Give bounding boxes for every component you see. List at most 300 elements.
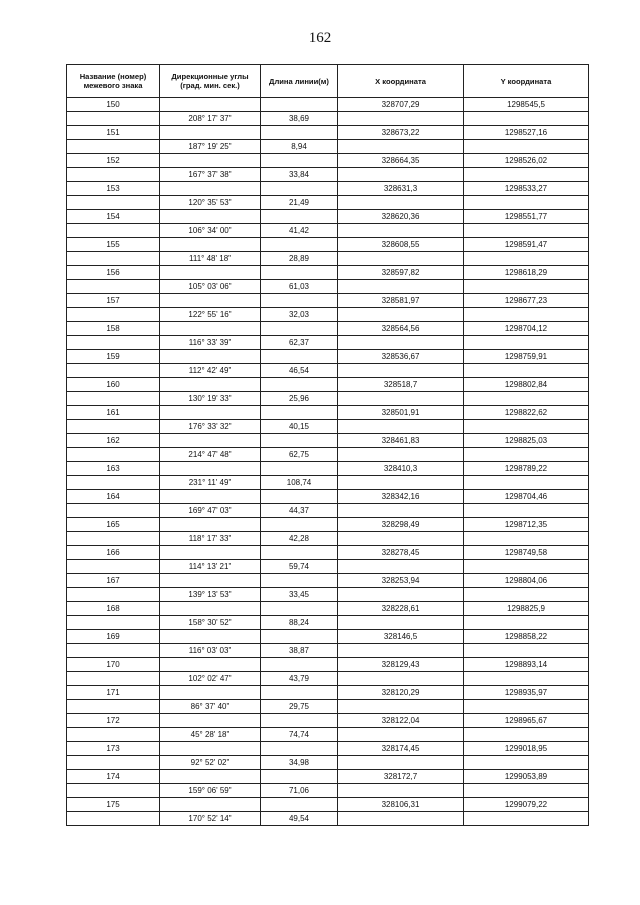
empty-cell — [67, 756, 160, 770]
point-name: 175 — [67, 798, 160, 812]
table-row — [67, 672, 589, 686]
empty-cell — [464, 588, 589, 602]
empty-cell — [464, 532, 589, 546]
point-name: 172 — [67, 714, 160, 728]
empty-cell — [261, 350, 338, 364]
y-coordinate: 1298858,22 — [464, 630, 589, 644]
empty-cell — [160, 574, 261, 588]
empty-cell — [464, 168, 589, 182]
table-row — [67, 294, 589, 308]
empty-cell — [160, 798, 261, 812]
table-row — [67, 322, 589, 336]
point-name: 160 — [67, 378, 160, 392]
line-length: 32,03 — [261, 308, 338, 322]
point-name: 166 — [67, 546, 160, 560]
table-row — [67, 546, 589, 560]
x-coordinate: 328518,7 — [338, 378, 464, 392]
x-coordinate: 328597,82 — [338, 266, 464, 280]
empty-cell — [160, 98, 261, 112]
empty-cell — [67, 448, 160, 462]
bearing-angle: 116° 33' 39" — [160, 336, 261, 350]
empty-cell — [464, 280, 589, 294]
empty-cell — [464, 308, 589, 322]
line-length: 29,75 — [261, 700, 338, 714]
table-row — [67, 644, 589, 658]
y-coordinate: 1298677,23 — [464, 294, 589, 308]
empty-cell — [338, 448, 464, 462]
empty-cell — [160, 434, 261, 448]
empty-cell — [338, 280, 464, 294]
point-name: 151 — [67, 126, 160, 140]
empty-cell — [464, 728, 589, 742]
point-name: 173 — [67, 742, 160, 756]
empty-cell — [338, 560, 464, 574]
empty-cell — [464, 616, 589, 630]
header-y-coordinate: Y координата — [464, 65, 589, 98]
empty-cell — [464, 504, 589, 518]
bearing-angle: 214° 47' 48" — [160, 448, 261, 462]
line-length: 43,79 — [261, 672, 338, 686]
y-coordinate: 1298533,27 — [464, 182, 589, 196]
bearing-angle: 106° 34' 00" — [160, 224, 261, 238]
y-coordinate: 1299053,89 — [464, 770, 589, 784]
table-row — [67, 476, 589, 490]
header-x-coordinate: X координата — [338, 65, 464, 98]
table-row — [67, 630, 589, 644]
empty-cell — [261, 434, 338, 448]
table-row — [67, 210, 589, 224]
empty-cell — [338, 168, 464, 182]
empty-cell — [160, 630, 261, 644]
point-name: 159 — [67, 350, 160, 364]
bearing-angle: 170° 52' 14" — [160, 812, 261, 826]
empty-cell — [67, 140, 160, 154]
y-coordinate: 1298935,97 — [464, 686, 589, 700]
page-number: 162 — [308, 30, 332, 46]
table-row — [67, 182, 589, 196]
empty-cell — [338, 588, 464, 602]
empty-cell — [464, 812, 589, 826]
empty-cell — [338, 644, 464, 658]
empty-cell — [338, 728, 464, 742]
empty-cell — [261, 154, 338, 168]
bearing-angle: 208° 17' 37" — [160, 112, 261, 126]
empty-cell — [160, 238, 261, 252]
empty-cell — [261, 686, 338, 700]
empty-cell — [67, 112, 160, 126]
point-name: 168 — [67, 602, 160, 616]
empty-cell — [160, 742, 261, 756]
header-point-name: Название (номер) межевого знака — [67, 65, 160, 98]
empty-cell — [464, 224, 589, 238]
bearing-angle: 111° 48' 18" — [160, 252, 261, 266]
line-length: 49,54 — [261, 812, 338, 826]
table-row — [67, 504, 589, 518]
line-length: 38,87 — [261, 644, 338, 658]
bearing-angle: 231° 11' 49" — [160, 476, 261, 490]
empty-cell — [338, 532, 464, 546]
x-coordinate: 328298,49 — [338, 518, 464, 532]
bearing-angle: 118° 17' 33" — [160, 532, 261, 546]
empty-cell — [67, 812, 160, 826]
empty-cell — [67, 588, 160, 602]
point-name: 155 — [67, 238, 160, 252]
bearing-angle: 169° 47' 03" — [160, 504, 261, 518]
table-row — [67, 196, 589, 210]
y-coordinate: 1298804,06 — [464, 574, 589, 588]
table-row — [67, 728, 589, 742]
empty-cell — [338, 812, 464, 826]
table-row — [67, 98, 589, 112]
empty-cell — [261, 546, 338, 560]
x-coordinate: 328608,55 — [338, 238, 464, 252]
empty-cell — [67, 280, 160, 294]
empty-cell — [160, 462, 261, 476]
empty-cell — [67, 336, 160, 350]
table-row — [67, 658, 589, 672]
table-row — [67, 420, 589, 434]
point-name: 157 — [67, 294, 160, 308]
line-length: 62,37 — [261, 336, 338, 350]
table-row — [67, 686, 589, 700]
empty-cell — [67, 196, 160, 210]
empty-cell — [160, 714, 261, 728]
x-coordinate: 328564,56 — [338, 322, 464, 336]
table-row — [67, 392, 589, 406]
empty-cell — [261, 266, 338, 280]
empty-cell — [261, 714, 338, 728]
line-length: 88,24 — [261, 616, 338, 630]
empty-cell — [338, 140, 464, 154]
table-row — [67, 784, 589, 798]
empty-cell — [160, 602, 261, 616]
bearing-angle: 105° 03' 06" — [160, 280, 261, 294]
x-coordinate: 328172,7 — [338, 770, 464, 784]
line-length: 42,28 — [261, 532, 338, 546]
table-row — [67, 378, 589, 392]
point-name: 150 — [67, 98, 160, 112]
line-length: 61,03 — [261, 280, 338, 294]
empty-cell — [464, 784, 589, 798]
empty-cell — [338, 112, 464, 126]
table-row — [67, 168, 589, 182]
bearing-angle: 116° 03' 03" — [160, 644, 261, 658]
table-row — [67, 112, 589, 126]
empty-cell — [338, 504, 464, 518]
table-row — [67, 742, 589, 756]
empty-cell — [67, 504, 160, 518]
point-name: 153 — [67, 182, 160, 196]
x-coordinate: 328106,31 — [338, 798, 464, 812]
empty-cell — [261, 378, 338, 392]
y-coordinate: 1298545,5 — [464, 98, 589, 112]
point-name: 154 — [67, 210, 160, 224]
empty-cell — [67, 420, 160, 434]
empty-cell — [160, 518, 261, 532]
empty-cell — [338, 252, 464, 266]
table-row — [67, 140, 589, 154]
point-name: 156 — [67, 266, 160, 280]
line-length: 21,49 — [261, 196, 338, 210]
header-length: Длина линии(м) — [261, 65, 338, 98]
table-row — [67, 406, 589, 420]
table-header-row — [67, 65, 589, 98]
table-row — [67, 714, 589, 728]
empty-cell — [261, 406, 338, 420]
x-coordinate: 328664,35 — [338, 154, 464, 168]
y-coordinate: 1298802,84 — [464, 378, 589, 392]
empty-cell — [67, 560, 160, 574]
line-length: 25,96 — [261, 392, 338, 406]
point-name: 169 — [67, 630, 160, 644]
bearing-angle: 139° 13' 53" — [160, 588, 261, 602]
empty-cell — [464, 364, 589, 378]
table-row — [67, 350, 589, 364]
line-length: 74,74 — [261, 728, 338, 742]
empty-cell — [160, 770, 261, 784]
line-length: 41,42 — [261, 224, 338, 238]
x-coordinate: 328174,45 — [338, 742, 464, 756]
table-row — [67, 252, 589, 266]
empty-cell — [160, 210, 261, 224]
point-name: 170 — [67, 658, 160, 672]
y-coordinate: 1298712,35 — [464, 518, 589, 532]
x-coordinate: 328342,16 — [338, 490, 464, 504]
y-coordinate: 1298527,16 — [464, 126, 589, 140]
empty-cell — [464, 672, 589, 686]
table-row — [67, 126, 589, 140]
y-coordinate: 1298965,67 — [464, 714, 589, 728]
table-row — [67, 574, 589, 588]
bearing-angle: 45° 28' 18" — [160, 728, 261, 742]
y-coordinate: 1298822,62 — [464, 406, 589, 420]
empty-cell — [67, 252, 160, 266]
x-coordinate: 328707,29 — [338, 98, 464, 112]
empty-cell — [338, 616, 464, 630]
empty-cell — [67, 364, 160, 378]
table-row — [67, 756, 589, 770]
bearing-angle: 158° 30' 52" — [160, 616, 261, 630]
bearing-angle: 159° 06' 59" — [160, 784, 261, 798]
table-row — [67, 154, 589, 168]
empty-cell — [261, 518, 338, 532]
table-body — [67, 98, 589, 826]
bearing-angle: 176° 33' 32" — [160, 420, 261, 434]
empty-cell — [261, 182, 338, 196]
line-length: 46,54 — [261, 364, 338, 378]
point-name: 158 — [67, 322, 160, 336]
table-row — [67, 266, 589, 280]
empty-cell — [67, 616, 160, 630]
line-length: 59,74 — [261, 560, 338, 574]
y-coordinate: 1298825,03 — [464, 434, 589, 448]
empty-cell — [67, 644, 160, 658]
empty-cell — [67, 784, 160, 798]
empty-cell — [261, 742, 338, 756]
empty-cell — [338, 672, 464, 686]
empty-cell — [261, 770, 338, 784]
table-row — [67, 602, 589, 616]
x-coordinate: 328228,61 — [338, 602, 464, 616]
point-name: 161 — [67, 406, 160, 420]
table-row — [67, 532, 589, 546]
y-coordinate: 1299079,22 — [464, 798, 589, 812]
empty-cell — [464, 560, 589, 574]
bearing-angle: 122° 55' 16" — [160, 308, 261, 322]
y-coordinate: 1298704,12 — [464, 322, 589, 336]
empty-cell — [160, 294, 261, 308]
table-row — [67, 364, 589, 378]
y-coordinate: 1298789,22 — [464, 462, 589, 476]
x-coordinate: 328410,3 — [338, 462, 464, 476]
table-row — [67, 770, 589, 784]
table-row — [67, 336, 589, 350]
point-name: 162 — [67, 434, 160, 448]
x-coordinate: 328278,45 — [338, 546, 464, 560]
empty-cell — [464, 252, 589, 266]
y-coordinate: 1298749,58 — [464, 546, 589, 560]
empty-cell — [464, 196, 589, 210]
x-coordinate: 328461,83 — [338, 434, 464, 448]
line-length: 34,98 — [261, 756, 338, 770]
empty-cell — [464, 392, 589, 406]
empty-cell — [160, 182, 261, 196]
bearing-angle: 187° 19' 25" — [160, 140, 261, 154]
empty-cell — [160, 322, 261, 336]
header-bearing: Дирекционные углы (град. мин. сек.) — [160, 65, 261, 98]
y-coordinate: 1298759,91 — [464, 350, 589, 364]
empty-cell — [160, 154, 261, 168]
table-row — [67, 448, 589, 462]
empty-cell — [67, 672, 160, 686]
empty-cell — [67, 308, 160, 322]
empty-cell — [160, 266, 261, 280]
table-row — [67, 616, 589, 630]
point-name: 165 — [67, 518, 160, 532]
y-coordinate: 1299018,95 — [464, 742, 589, 756]
empty-cell — [261, 630, 338, 644]
empty-cell — [464, 448, 589, 462]
empty-cell — [261, 602, 338, 616]
empty-cell — [338, 392, 464, 406]
line-length: 33,84 — [261, 168, 338, 182]
y-coordinate: 1298591,47 — [464, 238, 589, 252]
bearing-angle: 112° 42' 49" — [160, 364, 261, 378]
table-row — [67, 518, 589, 532]
point-name: 163 — [67, 462, 160, 476]
point-name: 164 — [67, 490, 160, 504]
x-coordinate: 328120,29 — [338, 686, 464, 700]
empty-cell — [338, 784, 464, 798]
empty-cell — [464, 336, 589, 350]
empty-cell — [338, 476, 464, 490]
empty-cell — [261, 98, 338, 112]
x-coordinate: 328122,04 — [338, 714, 464, 728]
bearing-angle: 130° 19' 33" — [160, 392, 261, 406]
x-coordinate: 328620,36 — [338, 210, 464, 224]
bearing-angle: 114° 13' 21" — [160, 560, 261, 574]
line-length: 28,89 — [261, 252, 338, 266]
empty-cell — [160, 126, 261, 140]
y-coordinate: 1298551,77 — [464, 210, 589, 224]
y-coordinate: 1298893,14 — [464, 658, 589, 672]
empty-cell — [160, 490, 261, 504]
line-length: 33,45 — [261, 588, 338, 602]
bearing-angle: 120° 35' 53" — [160, 196, 261, 210]
empty-cell — [338, 364, 464, 378]
empty-cell — [67, 224, 160, 238]
empty-cell — [67, 392, 160, 406]
y-coordinate: 1298618,29 — [464, 266, 589, 280]
empty-cell — [338, 420, 464, 434]
x-coordinate: 328253,94 — [338, 574, 464, 588]
coordinates-table — [66, 64, 589, 826]
point-name: 152 — [67, 154, 160, 168]
bearing-angle: 92° 52' 02" — [160, 756, 261, 770]
empty-cell — [464, 756, 589, 770]
empty-cell — [338, 308, 464, 322]
empty-cell — [338, 700, 464, 714]
empty-cell — [338, 756, 464, 770]
empty-cell — [261, 322, 338, 336]
table-row — [67, 224, 589, 238]
line-length: 62,75 — [261, 448, 338, 462]
y-coordinate: 1298704,46 — [464, 490, 589, 504]
empty-cell — [160, 658, 261, 672]
table-row — [67, 280, 589, 294]
x-coordinate: 328631,3 — [338, 182, 464, 196]
bearing-angle: 102° 02' 47" — [160, 672, 261, 686]
empty-cell — [67, 532, 160, 546]
line-length: 71,06 — [261, 784, 338, 798]
x-coordinate: 328536,67 — [338, 350, 464, 364]
empty-cell — [160, 406, 261, 420]
line-length: 40,15 — [261, 420, 338, 434]
empty-cell — [261, 658, 338, 672]
x-coordinate: 328673,22 — [338, 126, 464, 140]
x-coordinate: 328129,43 — [338, 658, 464, 672]
empty-cell — [261, 574, 338, 588]
empty-cell — [160, 350, 261, 364]
line-length: 38,69 — [261, 112, 338, 126]
empty-cell — [261, 462, 338, 476]
x-coordinate: 328146,5 — [338, 630, 464, 644]
empty-cell — [67, 476, 160, 490]
empty-cell — [160, 378, 261, 392]
empty-cell — [67, 168, 160, 182]
y-coordinate: 1298526,02 — [464, 154, 589, 168]
bearing-angle: 167° 37' 38" — [160, 168, 261, 182]
empty-cell — [338, 196, 464, 210]
table-row — [67, 490, 589, 504]
table-row — [67, 434, 589, 448]
empty-cell — [261, 238, 338, 252]
x-coordinate: 328501,91 — [338, 406, 464, 420]
point-name: 171 — [67, 686, 160, 700]
point-name: 174 — [67, 770, 160, 784]
bearing-angle: 86° 37' 40" — [160, 700, 261, 714]
empty-cell — [261, 126, 338, 140]
y-coordinate: 1298825,9 — [464, 602, 589, 616]
empty-cell — [261, 294, 338, 308]
table-row — [67, 588, 589, 602]
table-row — [67, 798, 589, 812]
table-row — [67, 700, 589, 714]
empty-cell — [464, 476, 589, 490]
line-length: 8,94 — [261, 140, 338, 154]
table-row — [67, 812, 589, 826]
table-row — [67, 560, 589, 574]
